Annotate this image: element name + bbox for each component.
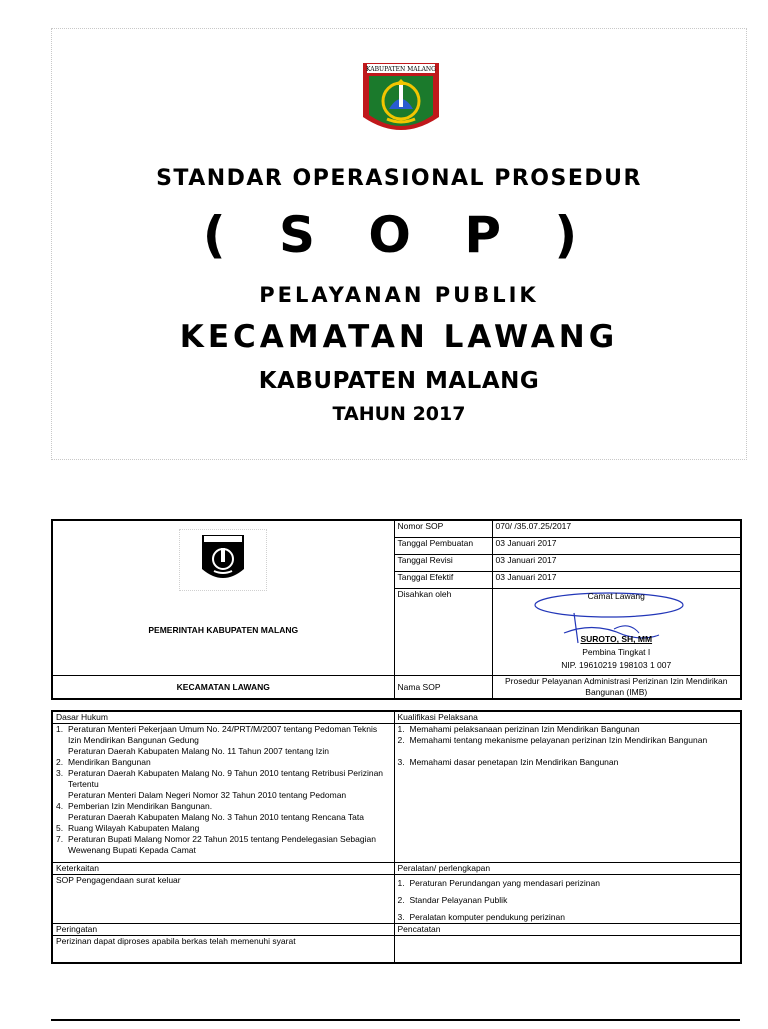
sop-header-table <box>51 519 742 700</box>
list-item <box>56 801 391 812</box>
keterkaitan-label: Keterkaitan <box>53 863 394 875</box>
list-item <box>56 724 391 746</box>
peringatan-value: Perizinan dapat diproses apabila berkas telah memenuhi syarat <box>56 936 296 946</box>
list-item-text: Peraturan Menteri Dalam Negeri Nomor 32 Tahun 2010 tentang Pedoman <box>68 790 347 800</box>
list-item-number: 3. <box>397 912 405 922</box>
cover-title: STANDAR OPERASIONAL PROSEDUR <box>156 166 642 191</box>
list-item-number: 5. <box>56 823 64 833</box>
list-item-number: 4. <box>56 801 64 811</box>
list-item-number <box>56 746 68 757</box>
nama-sop-label: Nama SOP <box>394 676 492 700</box>
cover-sop: ( S O P ) <box>202 206 596 264</box>
cover-page <box>51 28 747 460</box>
row-value: 070/ /35.07.25/2017 <box>492 520 741 538</box>
list-item <box>398 895 738 906</box>
list-item-text: Peraturan Daerah Kabupaten Malang No. 3 Tahun 2010 tentang Rencana Tata <box>68 812 364 822</box>
kabupaten-malang-small-emblem-icon <box>200 533 246 587</box>
kualifikasi-label: Kualifikasi Pelaksana <box>395 712 741 724</box>
list-item-number: 3. <box>397 757 405 767</box>
list-item-number: 1. <box>56 724 64 734</box>
list-item <box>56 757 391 768</box>
svg-text:KABUPATEN MALANG: KABUPATEN MALANG <box>366 66 436 73</box>
disahkan-label: Disahkan oleh <box>394 589 492 676</box>
dasar-hukum-list <box>56 724 391 856</box>
cover-year: TAHUN 2017 <box>332 403 466 425</box>
list-item-text: Peralatan komputer pendukung perizinan <box>409 912 565 922</box>
keterkaitan-cell <box>52 863 394 924</box>
org-cell <box>52 520 394 676</box>
list-item-text: Peraturan Perundangan yang mendasari perizinan <box>409 878 600 888</box>
kualifikasi-list <box>398 724 738 768</box>
list-item-text: Pemberian Izin Mendirikan Bangunan. <box>68 801 213 811</box>
list-item <box>56 790 391 801</box>
list-item-number: 1. <box>397 878 405 888</box>
list-item-text: Peraturan Bupati Malang Nomor 22 Tahun 2015 tentang Pendelegasian Sebagian Wewenang Bupati Kepada Camat <box>68 834 376 855</box>
row-label: Nomor SOP <box>394 520 492 538</box>
row-value: 03 Januari 2017 <box>492 538 741 555</box>
signer-name: SUROTO, SH, MM <box>580 634 653 644</box>
dasar-hukum-cell <box>52 711 394 863</box>
org-name: PEMERINTAH KABUPATEN MALANG <box>148 625 299 635</box>
row-label: Tanggal Revisi <box>394 555 492 572</box>
row-label: Tanggal Pembuatan <box>394 538 492 555</box>
nama-sop-value: Prosedur Pelayanan Administrasi Perizinan Izin Mendirikan Bangunan (IMB) <box>492 676 741 700</box>
list-item-text: Ruang Wilayah Kabupaten Malang <box>68 823 200 833</box>
list-item-number: 3. <box>56 768 64 778</box>
list-item-number <box>56 790 68 801</box>
list-item <box>398 878 738 889</box>
row-label: Tanggal Efektif <box>394 572 492 589</box>
signer-rank: Pembina Tingkat I <box>582 647 651 657</box>
dasar-hukum-label: Dasar Hukum <box>53 712 394 724</box>
list-item-text: Memahami dasar penetapan Izin Mendirikan Bangunan <box>409 757 619 767</box>
kualifikasi-cell <box>394 711 741 863</box>
list-item <box>56 823 391 834</box>
peringatan-label: Peringatan <box>53 924 394 936</box>
list-item-number: 2. <box>397 895 405 905</box>
list-item-number: 2. <box>56 757 64 767</box>
unit-name: KECAMATAN LAWANG <box>52 676 394 700</box>
signer-title: Camat Lawang <box>587 591 645 601</box>
list-item <box>56 834 391 856</box>
list-item-text: Peraturan Daerah Kabupaten Malang No. 9 Tahun 2010 tentang Retribusi Perizinan Tertentu <box>68 768 384 789</box>
list-item <box>56 746 391 757</box>
pencatatan-label: Pencatatan <box>395 924 741 936</box>
signature-cell <box>492 589 741 676</box>
peralatan-label: Peralatan/ perlengkapan <box>395 863 741 875</box>
cover-kabupaten: KABUPATEN MALANG <box>258 368 540 394</box>
peringatan-cell <box>52 924 394 964</box>
list-item <box>398 912 738 923</box>
list-item-text: Memahami pelaksanaan perizinan Izin Mendirikan Bangunan <box>409 724 640 734</box>
keterkaitan-value: SOP Pengagendaan surat keluar <box>56 875 181 885</box>
list-item-text: Memahami tentang mekanisme pelayanan perizinan Izin Mendirikan Bangunan <box>409 735 708 745</box>
list-item <box>398 757 738 768</box>
list-item <box>56 768 391 790</box>
list-item <box>56 812 391 823</box>
peralatan-list <box>398 878 738 923</box>
list-item-text: Standar Pelayanan Publik <box>409 895 508 905</box>
list-item-text: Peraturan Menteri Pekerjaan Umum No. 24/PRT/M/2007 tentang Pedoman Teknis Izin Mendirikan Bangunan Gedung <box>68 724 378 745</box>
peralatan-cell <box>394 863 741 924</box>
list-item-number: 7. <box>56 834 64 844</box>
cover-subtitle: PELAYANAN PUBLIK <box>259 283 539 307</box>
list-item-text: Peraturan Daerah Kabupaten Malang No. 11 Tahun 2007 tentang Izin <box>68 746 330 756</box>
sop-detail-table <box>51 710 742 964</box>
list-item-number: 2. <box>397 735 405 745</box>
pencatatan-cell <box>394 924 741 964</box>
next-table-edge <box>51 1019 740 1029</box>
list-item-number: 1. <box>397 724 405 734</box>
cover-kecamatan: KECAMATAN LAWANG <box>179 319 619 355</box>
kabupaten-malang-emblem-icon <box>359 59 443 143</box>
list-item <box>398 735 738 746</box>
row-value: 03 Januari 2017 <box>492 572 741 589</box>
row-value: 03 Januari 2017 <box>492 555 741 572</box>
list-item <box>398 724 738 735</box>
list-item-number <box>56 812 68 823</box>
list-item-text: Mendirikan Bangunan <box>68 757 151 767</box>
logo-frame <box>179 529 267 591</box>
signer-nip: NIP. 19610219 198103 1 007 <box>561 660 672 670</box>
